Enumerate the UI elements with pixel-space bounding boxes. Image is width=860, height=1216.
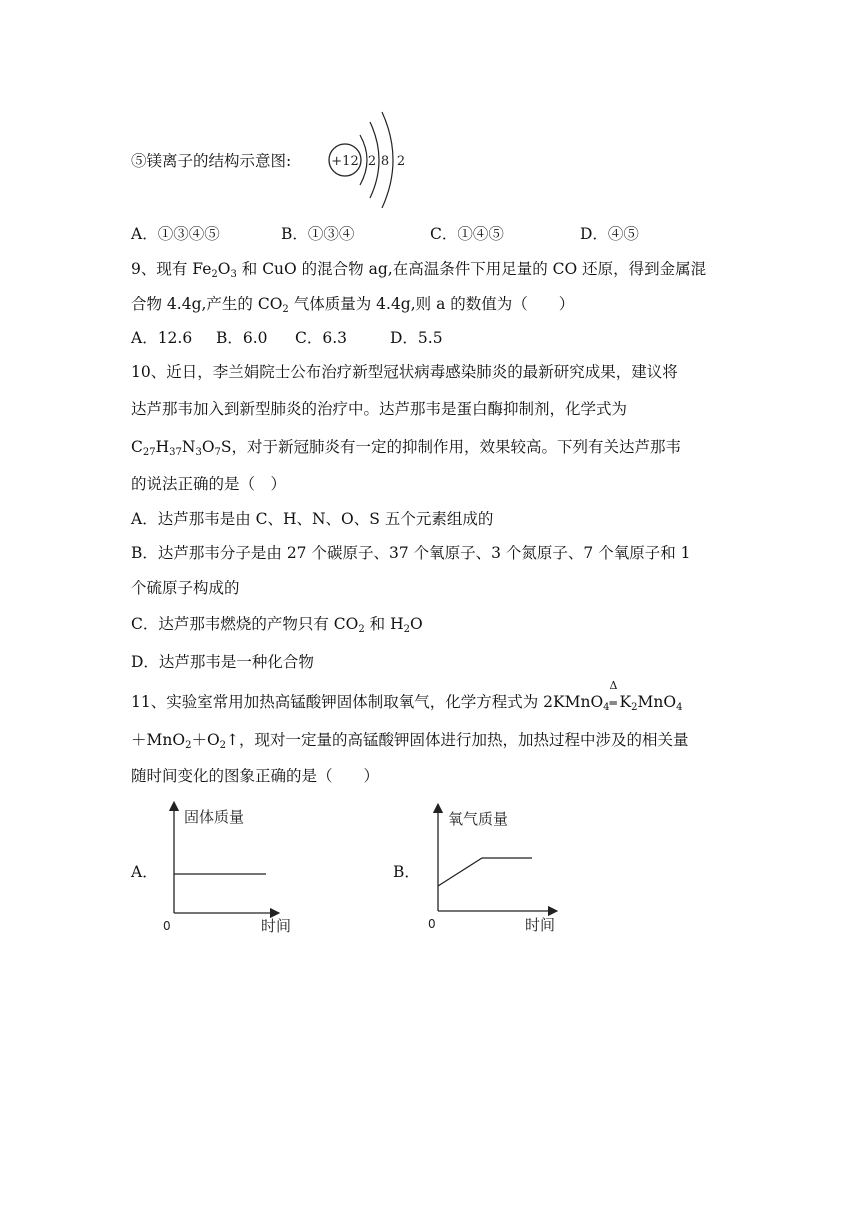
q10-option-c: C．达芦那韦燃烧的产物只有 $CO_2$ 和 $H_2O$ xyxy=(131,615,423,635)
q11-line-1: 11、实验室常用加热高锰酸钾固体制取氧气，化学方程式为 2KMnO$_4$ Δ ═ $K_2MnO_4$ xyxy=(131,679,683,713)
graph-a-origin: 0 xyxy=(163,919,171,933)
q10-option-b-line-1: B．达芦那韦分子是由 27 个碳原子、37 个氧原子、3 个氮原子、7 个氧原子和 1 xyxy=(131,544,691,562)
shell-count-3: 2 xyxy=(396,154,406,169)
q9-option-c: C．6.3 xyxy=(295,329,348,347)
mg-ion-structure-diagram xyxy=(326,108,416,208)
q10-line-1: 10、近日，李兰娟院士公布治疗新型冠状病毒感染肺炎的最新研究成果，建议将 xyxy=(131,363,678,381)
q8-option-b: B．①③④ xyxy=(281,225,355,243)
graph-b-option-label: B． xyxy=(393,863,420,881)
q10-option-b-line-2: 个硫原子构成的 xyxy=(131,579,240,597)
graph-a-xlabel: 时间 xyxy=(261,917,292,935)
graph-b-curve xyxy=(438,858,532,886)
nucleus-charge: +12 xyxy=(331,154,359,169)
q10-line-2: 达芦那韦加入到新型肺炎的治疗中。达芦那韦是蛋白酶抑制剂，化学式为 xyxy=(131,400,628,418)
q9-line-1: 9、现有 $Fe_2O_3$ 和 CuO 的混合物 ag,在高温条件下用足量的 CO 还原，得到金属混 xyxy=(131,260,707,280)
q9-option-a: A．12.6 xyxy=(131,329,193,347)
shell-count-1: 2 xyxy=(367,154,377,169)
q8-option-c: C．①④⑤ xyxy=(430,225,504,243)
heating-condition: Δ ═ xyxy=(609,679,618,710)
graph-b xyxy=(419,800,569,940)
q10-line-3: $C_{27}H_{37}N_3O_7S$，对于新冠肺炎有一定的抑制作用，效果较高。下列有关达芦那韦 xyxy=(131,438,682,458)
q10-line-4: 的说法正确的是（ ） xyxy=(131,475,287,493)
q11-line-3: 随时间变化的图象正确的是（ ） xyxy=(131,767,380,785)
q9-option-d: D．5.5 xyxy=(390,329,443,347)
q9-line-2: 合物 4.4g,产生的 $CO_2$ 气体质量为 4.4g,则 a 的数值为（ ） xyxy=(131,295,575,315)
q11-line-2: $+MnO_2+O_2↑$，现对一定量的高锰酸钾固体进行加热，加热过程中涉及的相关量 xyxy=(131,731,689,751)
graph-b-ylabel: 氧气质量 xyxy=(448,810,509,828)
item5-label: ⑤镁离子的结构示意图: xyxy=(131,152,292,170)
graph-b-xlabel: 时间 xyxy=(525,916,556,934)
q9-option-b: B．6.0 xyxy=(216,329,268,347)
graph-a xyxy=(155,798,305,938)
chemical-formula: $C_{27}H_{37}N_3O_7S$ xyxy=(131,438,232,458)
graph-a-option-label: A． xyxy=(131,863,158,881)
q8-option-d: D．④⑤ xyxy=(580,225,639,243)
q10-option-d: D．达芦那韦是一种化合物 xyxy=(131,653,314,671)
graph-b-origin: 0 xyxy=(428,917,436,931)
graph-a-ylabel: 固体质量 xyxy=(184,808,245,826)
q8-option-a: A．①③④⑤ xyxy=(131,225,220,243)
q10-option-a: A．达芦那韦是由 C、H、N、O、S 五个元素组成的 xyxy=(131,510,494,528)
shell-count-2: 8 xyxy=(380,154,390,169)
